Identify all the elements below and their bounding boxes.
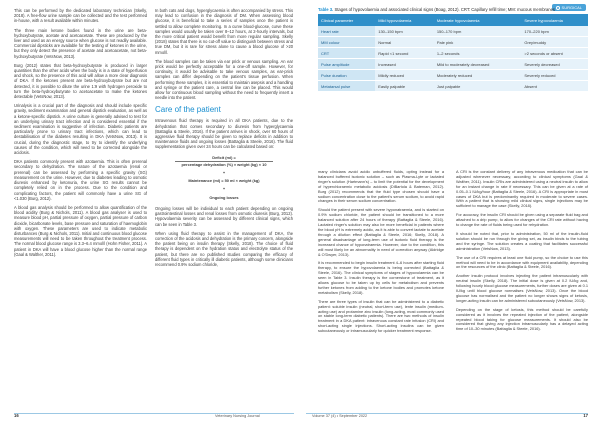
row-label: Metatarsal pulse — [318, 81, 375, 92]
page-number-right: 17 — [583, 413, 588, 418]
paragraph: Urinalysis is a crucial part of the diagnosis and should include specific gravity, sediment examination and general dipstick evaluation, as well as a ketone-specific dipstick. A urine culture is generally advised to test for an underlying urinary tract infection and is considered essential if the sediment examination is suggestive of infection. Diabetic patients are particularly prone to urinary tract infections, which can lead to destabilisation of the diabetes resulting in DKA (VetsNow, 2013). It is crucial, during the diagnostic stage, to try to identify the underlying causes of the condition, which will need to be corrected alongside the acidosis. — [14, 103, 147, 156]
paragraph: Another insulin protocol involves injecting the patient intramuscularly with neutral insulin (Skelly, 2018). The initial dose is given at 0.2 IU/kg and, following hourly blood glucose measurements, further doses are given at 0.1 IU/kg until blood glucose normalises (VetsNow, 2013). Once the blood glucose has normalised and the patient no longer shows signs of ketosis, longer-acting insulin can be administered subcutaneously (VetsNow, 2013). — [456, 273, 588, 303]
row-label: CRT — [318, 48, 375, 59]
column-header: Severe hypovolaemia — [521, 14, 588, 26]
column-header: Moderate hypovolaemia — [434, 14, 522, 26]
paragraph: This can be performed by the dedicated laboratory technician (Skelly, 2018). A free-flow urine sample can be collected and the test performed in-house, with a result available within minutes. — [14, 8, 147, 24]
paragraph: There are three types of insulin that can be administered to a diabetic patient: soluble insulin (neutral, short-term use), lente insulin (medium-acting use) and protamine zinc insulin (long-acting, most commonly used on stable long-term diabetic patients). There are two methods of insulin treatment in a DKA patient: intravenous constant rate infusion (CRI) and short-acting single injections. Short-acting insulins can be given subcutaneously or intramuscularly for quicker treatment response. — [318, 298, 444, 334]
table-cell: Just palpable — [434, 81, 522, 92]
paragraph: DKA patients commonly present with azotaemia. This is often prerenal secondary to dehydration. The nature of the azotaemia (renal or prerenal) can be assessed by performing a specific gravity (SG) measurement on the urine. However, due to diabetes leading to osmotic diuresis enhanced by ketonuria, the urine SG results cannot be completely relied on in the process. Due to the condition and complicating factors, the patient will commonly have a urine SG of <1.030 (Burg, 2012). — [14, 159, 147, 201]
section-heading: Care of the patient — [155, 105, 221, 115]
paragraph: The blood samples can be taken via ear prick or venous sampling. An ear prick would be perfectly acceptable for a one-off sample. However, for continuity, it would be advisable to take venous samples, as ear-prick samples can differ depending on the patient's tissue perfusion. When performing these samples, it is essential to maintain asepsis and a handling and syringe or the patient care, a central line can be placed. This would allow for continuous blood sampling without the need to frequently insert a needle into the patient. — [155, 58, 293, 101]
table-3 — [318, 7, 588, 92]
paragraph: The three main ketone bodies found in the urine are beta-hydroxybutyrate, acetate and acetoacetate. These are produced by the liver and used as an energy source when glucose is not readily available. Commercial dipsticks are available for the testing of ketones in the urine, but they only detect the presence of acetate and acetoacetate, not beta-hydroxybutyrate (VetsNow, 2013). — [14, 27, 147, 59]
table-cell: Grey/muddy — [521, 37, 588, 48]
paragraph: A blood gas analysis should be performed to allow quantification of the blood acidity (Burg & Nichols, 2011). A blood gas analyser is used to measure blood pH, partial pressure of oxygen, partial pressure of carbon dioxide, bicarbonate levels, base pressure and saturation of haemoglobin with oxygen. These parameters are used to indicate metabolic disturbances (Burg & Nichols, 2011). Initial and continuous blood glucose measurements will need to be taken throughout the treatment process. The normal blood glucose range is 3.3–6.4 mmol/l (Hohn Fisher, 2011). A patient in DKA will have a blood glucose higher than the normal range (Gaal & Walther, 2011). — [14, 204, 147, 257]
table-cell: Easily palpable — [375, 81, 434, 92]
table-cell: Normal — [375, 37, 434, 48]
table-row — [318, 48, 588, 59]
paragraph: many clinicians avoid acidic unbuffered fluids, opting instead for a balanced buffered isotonic solution – such as Plasma-Lyte or lactated ringer's solution (Hartmann's) – to limit the potential for the development of hyperchloraemic metabolic acidosis (DiBartola & Bateman, 2012). Burg (2012) recommends that the fluid type chosen should have a sodium concentration close to the patient's serum sodium, to avoid rapid changes in their serum sodium concentration. — [318, 169, 444, 204]
table-header-row — [318, 14, 588, 26]
formula-deficit-label: Deficit (ml) = — [175, 155, 273, 162]
volume-info: Volume 37 (4) • September 2022 — [312, 414, 368, 418]
table-row — [318, 26, 588, 37]
table-cell: Severely decreased — [521, 59, 588, 70]
paragraph: It should be noted that, prior to administration, 50 ml of the insulin-fluid solution should be run through the giving set, as insulin binds to the tubing and the syringe. The solution creates a coating that facilitates successful administration (VetsNow, 2013). — [456, 230, 588, 251]
table-cell: Rapid <1 second — [375, 48, 434, 59]
row-label: Heart rate — [318, 26, 375, 37]
table-caption-text: Stages of hypovolaemia and associated clinical signs (Boag, 2012). CRT: Capillary refill time; MM: mucous membranes — [334, 7, 556, 12]
column-2 — [155, 8, 293, 271]
table-row — [318, 59, 588, 70]
table-cell: 130–150 bpm — [375, 26, 434, 37]
table-cell: Absent — [521, 81, 588, 92]
formula-deficit-expression: percentage dehydration (%) × weight (kg) × 10 — [181, 161, 267, 167]
table-cell: Mild to moderately decreased — [434, 59, 522, 70]
paragraph: When using fluid therapy to assist in the management of DKA, the correction of the acidosis and dehydration is the primary concern, alongside the patient being on insulin therapy (Skelly, 2018). The choice of fluid therapy is dependent on the hydration status and electrolyte status of the patient, but there are no published studies comparing the efficacy of different fluid types in critically ill diabetic patients, although some clinicians recommend 0.9% sodium chloride, — [155, 230, 293, 267]
column-1 — [14, 8, 147, 261]
table-cell: 1–2 seconds — [434, 48, 522, 59]
page-number-left: 16 — [14, 413, 19, 418]
paragraph: For accuracy, the insulin CRI should be given using a separate fluid bag and attached to a drip pump, to allow for changes of the CRI rate without having to change the rate of fluids being used for rehydration. — [456, 212, 588, 228]
column-header: Mild hypovolaemia — [375, 14, 434, 26]
row-label: Pulse duration — [318, 70, 375, 81]
row-label: Pulse amplitude — [318, 59, 375, 70]
column-header: Clinical parameter — [318, 14, 375, 26]
paragraph: The use of a CRI requires at least one fluid pump, so the choice to use this method will need to be in accordance with equipment availability, depending on the resources of the clinic (Battaglia & Steele, 2016). — [456, 254, 588, 270]
paragraph: It is recommended to begin insulin treatment 4–6 hours after starting fluid therapy, to ensure the hypovolaemia is being corrected (Battaglia & Steele, 2016). The clinical symptoms of stages of hypovolaemia can be seen in Table 3. Insulin therapy is the cornerstone of treatment, as it allows glucose to be taken up by cells for metabolism and prevents further ketones from adding to the ketone bodies and promotes ketone metabolism (Skelly, 2018). — [318, 260, 444, 295]
formula-maintenance: Maintenance (ml) = 50 ml × weight (kg) — [188, 178, 260, 184]
paragraph: Burg (2012) states that beta-hydroxybutyrate is produced in larger quantities than the other acids when the body is in a state of hyperfusion and shock, so the presence of this acid will allow a more clear diagnosis of DKA. If the ketones present are beta-hydroxybutyrate but are not detected, it is possible to dilute the urine 1:9 with hydrogen peroxide to turn the beta-hydroxybutyrate to acetoacetate to make the ketones detectable (VetsNow, 2013). — [14, 62, 147, 100]
hypovolaemia-table — [318, 14, 588, 92]
column-3 — [318, 170, 444, 338]
row-label: MM colour — [318, 37, 375, 48]
table-cell: Severely reduced — [521, 70, 588, 81]
paragraph: Depending on the stage of ketosis, this method should be carefully considered as it involves the repeated injection of the patient, alongside repeated blood taking for glucose measurements. It should also be considered that giving any injection intramuscularly has a delayed acting time of 10–30 minutes (Battaglia & Steele, 2016). — [456, 306, 588, 332]
table-row — [318, 81, 588, 92]
column-4 — [456, 170, 588, 336]
paragraph: In both cats and dogs, hyperglycaemia is often accompanied by stress. This may lead to confusion in the diagnosis of DM. When assessing blood glucose, it is beneficial to take a series of samples once the patient is settled to allow complete monitoring. In a curve blood-glucose, curve these samples would usually be taken over 8–12 hours, at 2-hourly intervals, but the more critical patient would benefit from more regular sampling. Skelly (2018) states that there is no cut-off value to distinguish between stress and true DM, but it is rare for stress alone to cause a blood glucose of >20 mmol/l. — [155, 8, 293, 55]
table-row — [318, 70, 588, 81]
table-caption-label: Table 3. — [318, 7, 334, 12]
table-cell: 170–220 bpm — [521, 26, 588, 37]
table-caption — [318, 7, 588, 12]
paragraph: A CRI is the constant delivery of any intravenous medication that can be adjusted whenever necessary, according to clinical symptoms (Gaal & Walther, 2011). Insulin CRIs are administered using a neutral insulin to allow for an instant change in rate if necessary. This can be given at a rate of 0.05–0.1 IU/kg/hour (Battaglia & Steele, 2016). A CRI is appropriate in most cases of DKA but is predominantly required in moderate to severe cases. With a patient that is showing mild clinical signs, single injections may be sufficient to manage the case (Skelly, 2018). — [456, 169, 588, 209]
table-row — [318, 37, 588, 48]
footer-divider-left — [14, 413, 294, 414]
section-badge-label: SURGICAL — [561, 5, 582, 10]
paragraph: Intravenous fluid therapy is required in all DKA patients, due to the dehydration that comes secondary to diuresis from hyperglycaemia (Battaglia & Steele, 2016). If the patient arrives in shock, over 60 hours of aggressive fluid therapy should be given to replace deficits in addition to maintenance fluids and ongoing losses (Battaglia & Steele, 2016). The fluid supplementation given over 24 hours can be calculated based on: — [155, 118, 293, 150]
table-cell: Pale pink — [434, 37, 522, 48]
formula-ongoing: Ongoing losses — [209, 194, 239, 200]
fluid-formula — [155, 155, 293, 200]
table-cell: Moderately reduced — [434, 70, 522, 81]
table-cell: 150–170 bpm — [434, 26, 522, 37]
paragraph: Should the patient present with severe hyponatraemia, and is started on 0.9% sodium chloride, the patient should be transitioned to a more balanced solution after 24 hours of therapy (Battaglia & Steele, 2016). Lactated ringer's solution may also be more beneficial in patients where the blood pH is extremely acidic, as it is able to convert lactate to acetate through a dilution effect (Battaglia & Steele, 2016; Skelly, 2018). A general disadvantage of long-term use of isotonic fluid therapy is the increased chance of hyponatraemia. However, due to the condition, this will most likely be an abnormality in need of correction anyway (Aldridge & O'Dwyer, 2013). — [318, 207, 444, 257]
formula-plus: + — [222, 170, 226, 176]
formula-plus: + — [222, 186, 226, 192]
journal-name: Veterinary Nursing Journal — [215, 414, 260, 418]
table-cell: >2 seconds or absent — [521, 48, 588, 59]
table-cell: Mildly reduced — [375, 70, 434, 81]
table-cell: Increased — [375, 59, 434, 70]
footer-divider-right — [306, 413, 588, 414]
paragraph: Ongoing losses will be individual to each patient depending on ongoing gastrointestinal losses and renal losses from osmotic diuresis (Burg, 2012). Hypovolaemia severity can be assessed by different clinical signs, which can be seen in Table 3. — [155, 205, 293, 227]
